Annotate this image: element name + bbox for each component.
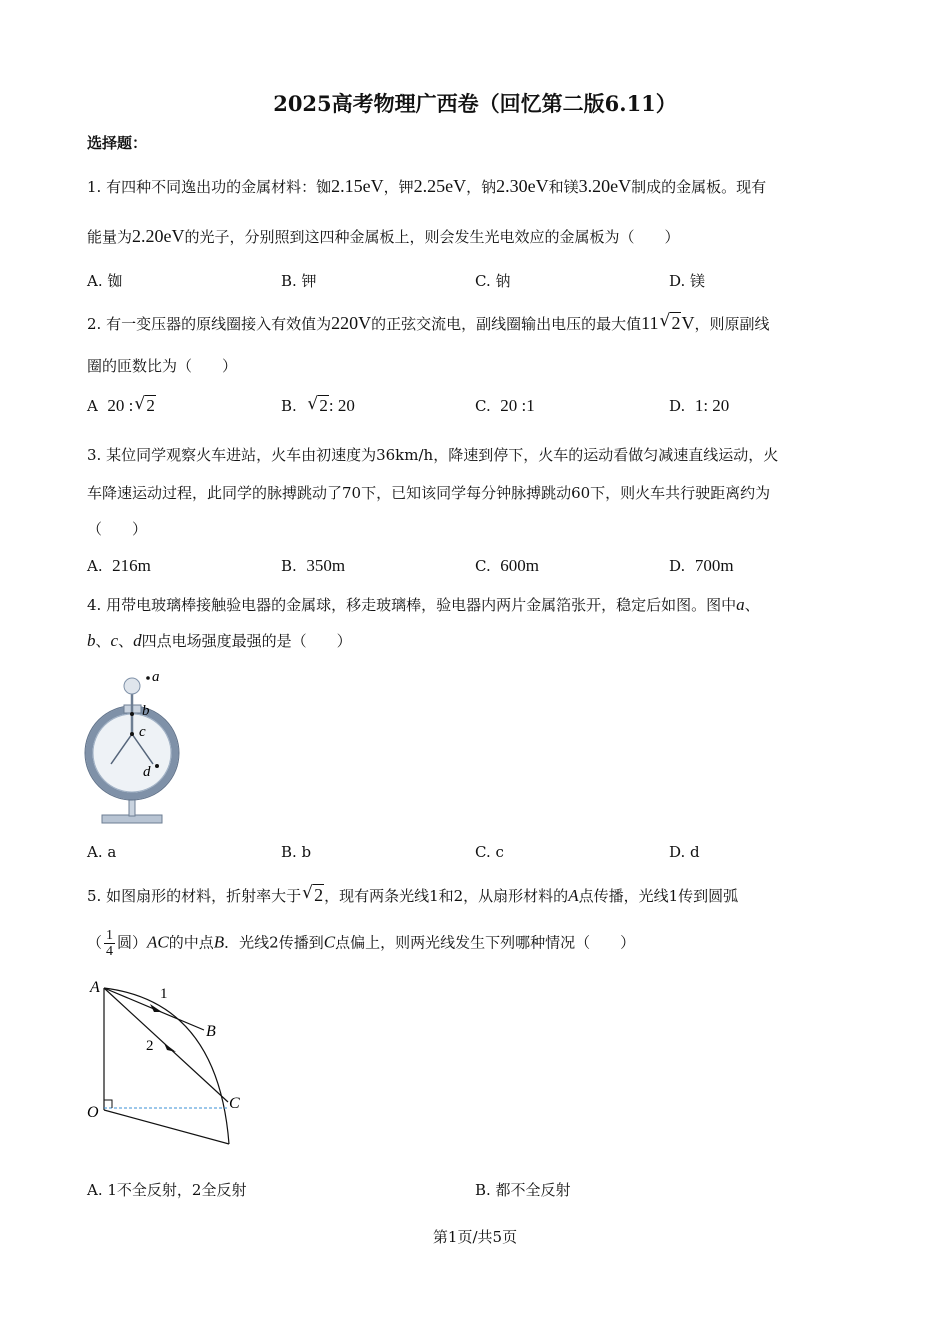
q4-line1: 4. 用带电玻璃棒接触验电器的金属球，移走玻璃棒，验电器内两片金属箔张开，稳定后如图。图中a、	[87, 595, 760, 614]
label-C: C	[229, 1095, 240, 1112]
electroscope-figure	[80, 668, 180, 830]
q3-option-c: C. 600m	[475, 556, 539, 575]
label-b: b	[142, 703, 150, 719]
q2-option-c: C. 20 :1	[475, 396, 535, 415]
label-c: c	[139, 724, 146, 740]
q4-option-a: A. a	[87, 843, 117, 861]
q4-option-d: D. d	[669, 843, 700, 861]
q1-line1: 1. 有四种不同逸出功的金属材料：铷2.15eV，钾2.25eV，钠2.30eV和镁3.20eV制成的金属板。现有	[87, 176, 767, 196]
label-A: A	[90, 979, 100, 996]
point-a	[146, 676, 150, 680]
q1-line2: 能量为2.20eV的光子，分别照到这四种金属板上，则会发生光电效应的金属板为（ ）	[87, 226, 680, 246]
label-d: d	[143, 764, 151, 780]
q5-line1: 5. 如图扇形的材料，折射率大于 √ 2，现有两条光线1和2，从扇形材料的A点传播，光线1传到圆弧	[87, 883, 739, 905]
q3-line2: 车降速运动过程，此同学的脉搏跳动了70下，已知该同学每分钟脉搏跳动60下，则火车共行驶距离约为	[87, 484, 771, 502]
q1-option-b: B. 钾	[281, 272, 317, 290]
label-O: O	[87, 1104, 99, 1121]
point-b	[130, 712, 134, 716]
label-B: B	[206, 1023, 216, 1040]
q5-option-a: A. 1不全反射，2全反射	[87, 1181, 247, 1199]
q3-option-d: D. 700m	[669, 556, 734, 575]
q5-option-b: B. 都不全反射	[475, 1181, 571, 1199]
q4-option-c: C. c	[475, 843, 504, 861]
q3-line3: （ ）	[87, 520, 148, 538]
page-title: 2025高考物理广西卷（回忆第二版6.11）	[273, 91, 677, 116]
q4-line2: b、c、d四点电场强度最强的是（ ）	[87, 631, 352, 650]
q2-option-d: D. 1: 20	[669, 396, 730, 415]
q4-option-b: B. b	[281, 843, 312, 861]
q1-option-a: A. 铷	[87, 272, 123, 290]
q2-line1: 2. 有一变压器的原线圈接入有效值为220V的正弦交流电，副线圈输出电压的最大值11 √ 2V，则原副线	[87, 311, 770, 333]
q3-line1: 3. 某位同学观察火车进站，火车由初速度为36km/h，降速到停下，火车的运动看做匀减速直线运动，火	[87, 446, 779, 464]
section-label: 选择题：	[87, 134, 148, 152]
q3-option-a: A. 216m	[87, 556, 151, 575]
label-ray-2: 2	[146, 1038, 154, 1054]
q1-option-d: D. 镁	[669, 272, 706, 290]
point-d	[155, 764, 159, 768]
point-c	[130, 732, 134, 736]
q2-line2: 圈的匝数比为（ ）	[87, 357, 238, 375]
sector-figure	[80, 972, 260, 1147]
q5-line2: （ $\frac{1}{4}$ 圆）AC的中点B．光线2传播到C点偏上，则两光线发生下列哪种情况（ ）	[87, 928, 636, 959]
q2-option-a: A 20 : √ 2	[87, 394, 155, 415]
label-a: a	[152, 669, 160, 685]
q1-option-c: C. 钠	[475, 272, 511, 290]
q3-option-b: B. 350m	[281, 556, 346, 575]
page-footer: 第1页/共5页	[432, 1228, 518, 1246]
label-ray-1: 1	[160, 986, 168, 1002]
q2-option-b: B. √ 2: 20	[281, 394, 355, 415]
